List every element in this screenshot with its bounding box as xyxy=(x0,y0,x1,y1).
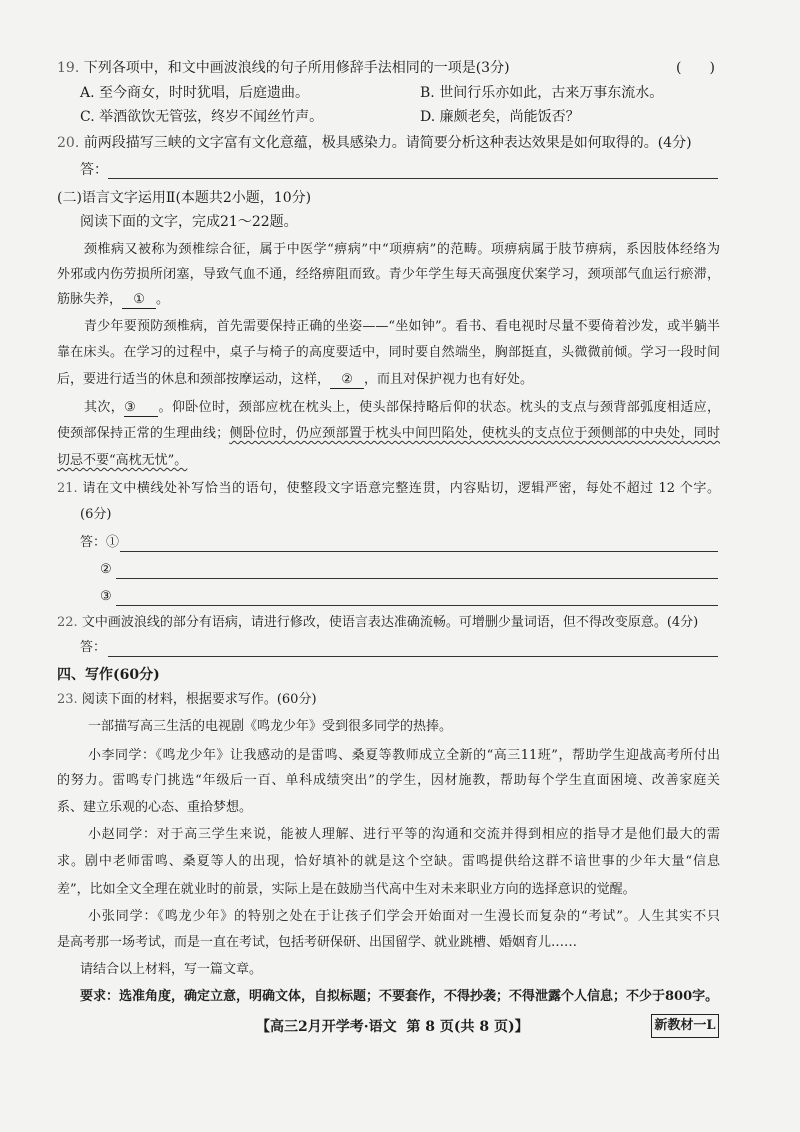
option-label: A. xyxy=(80,85,95,101)
q22-stem xyxy=(57,613,698,633)
q21-points: (6分) xyxy=(80,507,112,522)
p2-line3-text: 后，要进行适当的休息和颈部按摩运动，这样， xyxy=(57,372,331,387)
q20-answer-line xyxy=(108,178,718,179)
p1-line3-text: 筋脉失养， xyxy=(57,292,123,307)
passage-p1-line2: 外邪或内伤劳损所闭塞，导致气血不通，经络痹阻而致。青少年学生每天高强度伏案学习，颈项部气血运行瘀滞， xyxy=(57,267,720,282)
q23-stem xyxy=(57,690,317,710)
q21-blank-number-3: ③ xyxy=(100,589,112,604)
q19-option-c xyxy=(80,107,323,127)
blank-3: ③ xyxy=(124,400,158,417)
wavy-underlined-sentence-end: 切忌不要“高枕无忧”。 xyxy=(57,453,188,468)
q22-answer-line xyxy=(108,656,718,657)
p3-line2-text: 使颈部保持正常的生理曲线； xyxy=(57,426,230,441)
q23-text: 阅读下面的材料，根据要求写作。(60分) xyxy=(81,692,317,707)
option-label: C. xyxy=(80,109,95,125)
passage-p1-line1: 颈椎病又被称为颈椎综合征，属于中医学“痹病”中“项痹病”的范畴。项痹病属于肢节痹病，系因肢体经络为 xyxy=(84,242,720,257)
section2-title: (二)语言文字运用Ⅱ(本题共2小题，10分) xyxy=(57,190,312,206)
q21-number: 21. xyxy=(57,481,78,496)
p3-line1-text: 。仰卧位时，颈部应枕在枕头上，使头部保持略后仰的状态。枕头的支点与颈背部弧度相适应， xyxy=(158,400,720,415)
q22-text: 文中画波浪线的部分有语病，请进行修改，使语言表达准确流畅。可增删少量词语，但不得改变原意。(4分) xyxy=(81,615,699,630)
material-li-line1: 小李同学：《鸣龙少年》让我感动的是雷鸣、桑夏等教师成立全新的“高三11班”，帮助学生迎战高考所付出 xyxy=(88,748,720,763)
q20-text: 前两段描写三峡的文字富有文化意蕴，极具感染力。请简要分析这种表达效果是如何取得的。(4分) xyxy=(83,135,692,151)
section2-instruction: 阅读下面的文字，完成21～22题。 xyxy=(80,214,298,230)
q21-answer-label: 答： xyxy=(80,535,107,550)
material-li-line2: 的努力。雷鸣专门挑选“年级后一百、单科成绩突出”的学生，因材施教，帮助每个学生直面困境、改善家庭关 xyxy=(57,773,720,788)
material-intro: 一部描写高三生活的电视剧《鸣龙少年》受到很多同学的热捧。 xyxy=(88,719,453,734)
passage-p3-line2 xyxy=(57,424,720,444)
q21-blank-number-2: ② xyxy=(100,562,112,577)
passage-p3-line1 xyxy=(84,398,720,418)
q19-option-d xyxy=(420,107,580,127)
wavy-underlined-sentence: 侧卧位时，仍应颈部置于枕头中间凹陷处，使枕头的支点位于颈侧部的中央处，同时 xyxy=(229,426,720,441)
q19-option-a xyxy=(80,83,309,103)
passage-p2-line2: 靠在床头。在学习的过程中，桌子与椅子的高度要适中，同时要自然端坐，胸部挺直，头微微前倾。学习一段时间 xyxy=(57,345,720,360)
p1-line3-end: 。 xyxy=(156,292,170,307)
q20-number: 20. xyxy=(57,135,80,151)
blank-1: ① xyxy=(122,292,156,309)
material-zhao-line3: 差”，比如全文全理在就业时的前景，实际上是在鼓励当代高中生对未来职业方向的选择意识的觉醒。 xyxy=(57,882,636,897)
q19-option-b xyxy=(420,83,663,103)
passage-p2-line3 xyxy=(57,370,533,390)
material-zhao-line2: 求。剧中老师雷鸣、桑夏等人的出现，恰好填补的就是这个空缺。雷鸣提供给这群不谙世事的少年大量“信息 xyxy=(57,854,720,869)
q19-number: 19. xyxy=(57,60,80,76)
q21-answer-line-2 xyxy=(116,578,718,579)
q21-answer-line-1 xyxy=(120,551,718,552)
writing-requirements: 要求：选准角度，确定立意，明确文体，自拟标题；不要套作，不得抄袭；不得泄露个人信息；不少于800字。 xyxy=(80,989,719,1004)
option-text: 至今商女，时时犹唱，后庭遗曲。 xyxy=(99,85,310,101)
option-label: D. xyxy=(420,109,436,125)
blank-2: ② xyxy=(330,372,364,389)
material-zhao-line1: 小赵同学：对于高三学生来说，能被人理解、进行平等的沟通和交流并得到相应的指导才是他们最大的需 xyxy=(88,827,720,842)
q21-text: 请在文中横线处补写恰当的语句，使整段文字语意完整连贯，内容贴切，逻辑严密，每处不超过 12 个字。 xyxy=(82,481,721,496)
passage-p1-line3 xyxy=(57,290,169,310)
q19-stem xyxy=(57,58,510,78)
page-footer: 【高三2月开学考·语文 第 8 页(共 8 页)】 xyxy=(256,1019,529,1035)
writing-task: 请结合以上材料，写一篇文章。 xyxy=(80,962,263,977)
q22-answer-label: 答： xyxy=(80,640,107,655)
q20-stem xyxy=(57,133,692,153)
q23-number: 23. xyxy=(57,692,78,707)
passage-p3-line3 xyxy=(57,451,187,471)
q21-answer-1 xyxy=(80,533,119,553)
q19-answer-bracket: ( ) xyxy=(676,60,715,76)
edition-badge: 新教材一L xyxy=(651,1014,719,1038)
section4-title: 四、写作(60分) xyxy=(57,667,160,683)
option-text: 廉颇老矣，尚能饭否？ xyxy=(439,109,580,125)
material-zhang-line2: 是高考那一场考试，而是一直在考试，包括考研保研、出国留学、就业跳槽、婚姻育儿…… xyxy=(57,935,578,950)
option-text: 举酒欲饮无管弦，终岁不闻丝竹声。 xyxy=(99,109,324,125)
q22-number: 22. xyxy=(57,615,78,630)
q21-stem xyxy=(57,479,720,499)
material-li-line3: 系、建立乐观的心态、重拾梦想。 xyxy=(57,800,253,815)
option-label: B. xyxy=(420,85,435,101)
option-text: 世间行乐亦如此，古来万事东流水。 xyxy=(439,85,664,101)
q20-answer-label: 答： xyxy=(80,162,108,178)
q21-blank-number-1: ① xyxy=(106,535,120,550)
material-zhang-line1: 小张同学：《鸣龙少年》的特别之处在于让孩子们学会开始面对一生漫长而复杂的“考试”。人生其实不只 xyxy=(88,909,720,924)
p2-line3-end: ，而且对保护视力也有好处。 xyxy=(364,372,534,387)
passage-p2-line1: 青少年要预防颈椎病，首先需要保持正确的坐姿——“坐如钟”。看书、看电视时尽量不要倚着沙发，或半躺半 xyxy=(84,319,720,334)
p3-line1-start: 其次， xyxy=(84,400,125,415)
q21-answer-line-3 xyxy=(116,605,718,606)
q19-text: 下列各项中，和文中画波浪线的句子所用修辞手法相同的一项是(3分) xyxy=(83,60,510,76)
